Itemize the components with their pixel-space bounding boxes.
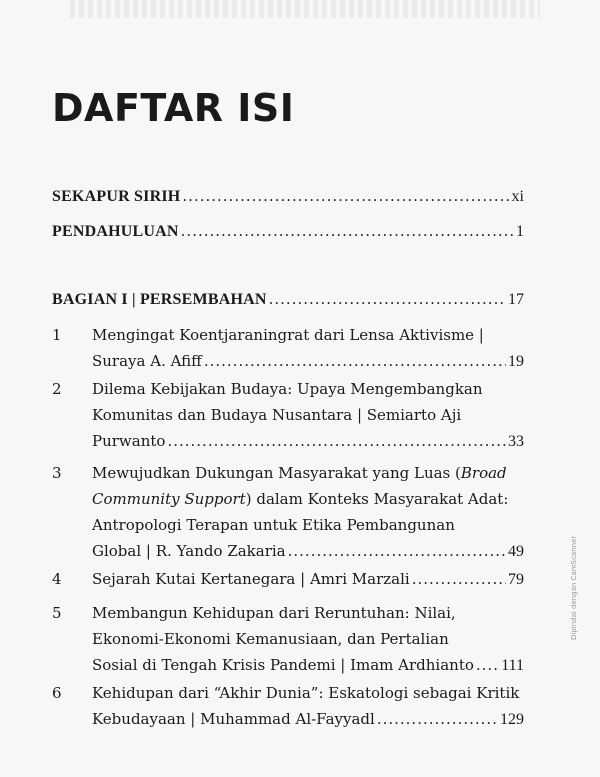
- chapter-number: 1: [52, 326, 62, 344]
- chapter-title-line: Antropologi Terapan untuk Etika Pembangunan: [92, 516, 455, 534]
- chapter-title-line: Suraya A. Afiff: [92, 352, 202, 370]
- entry-page: 1: [516, 223, 524, 240]
- chapter-number: 5: [52, 604, 62, 622]
- title-italic: Broad: [460, 464, 507, 482]
- leader-dots: [288, 538, 506, 564]
- leader-dots: [204, 348, 506, 374]
- toc-entry-sekapur-sirih[interactable]: [52, 183, 524, 210]
- title-italic: Community Support: [92, 490, 246, 508]
- chapter-title-line: Komunitas dan Budaya Nusantara | Semiarto Aji: [92, 406, 462, 424]
- toc-chapter-5[interactable]: [92, 600, 524, 679]
- chapter-page: 79: [508, 571, 524, 588]
- toc-chapter-6[interactable]: [92, 680, 524, 733]
- chapter-number: 3: [52, 464, 62, 482]
- title-text: Mewujudkan Dukungan Masyarakat yang Luas (: [92, 464, 461, 482]
- chapter-title-line: Kehidupan dari “Akhir Dunia”: Eskatologi sebagai Kritik: [92, 684, 520, 702]
- page-title: DAFTAR ISI: [52, 86, 295, 130]
- chapter-title-line: Sosial di Tengah Krisis Pandemi | Imam Ardhianto: [92, 656, 474, 674]
- chapter-title-line: Global | R. Yando Zakaria: [92, 542, 286, 560]
- toc-chapter-3[interactable]: [92, 460, 524, 565]
- leader-dots: [269, 286, 506, 312]
- section-label: BAGIAN I | PERSEMBAHAN: [52, 291, 267, 308]
- entry-label: PENDAHULUAN: [52, 223, 179, 240]
- chapter-title-line: Mengingat Koentjaraningrat dari Lensa Aktivisme |: [92, 326, 484, 344]
- title-text: ) dalam Konteks Masyarakat Adat:: [245, 490, 509, 508]
- chapter-title-line: Membangun Kehidupan dari Reruntuhan: Nilai,: [92, 604, 456, 622]
- toc-section-bagian-1[interactable]: [52, 286, 524, 313]
- leader-dots: [377, 706, 498, 732]
- chapter-number: 4: [52, 570, 62, 588]
- chapter-title-line: Sejarah Kutai Kertanegara | Amri Marzali: [92, 570, 410, 588]
- chapter-page: 129: [500, 711, 524, 728]
- section-page: 17: [508, 291, 524, 308]
- toc-chapter-2[interactable]: [92, 376, 524, 455]
- leader-dots: [181, 218, 514, 244]
- chapter-title-line: Kebudayaan | Muhammad Al-Fayyadl: [92, 710, 375, 728]
- chapter-page: 111: [501, 657, 524, 674]
- entry-label: SEKAPUR SIRIH: [52, 188, 181, 205]
- chapter-title-line: Ekonomi-Ekonomi Kemanusiaan, dan Pertalian: [92, 630, 449, 648]
- chapter-page: 19: [508, 353, 524, 370]
- bleed-through-text: [70, 0, 540, 18]
- chapter-title-line: Dilema Kebijakan Budaya: Upaya Mengembangkan: [92, 380, 483, 398]
- leader-dots: [476, 652, 499, 678]
- chapter-title-line: [92, 460, 524, 486]
- chapter-title-line: Purwanto: [92, 432, 166, 450]
- leader-dots: [182, 183, 509, 209]
- toc-chapter-4[interactable]: [92, 566, 524, 593]
- scanner-watermark: Dipindai dengan CamScanner: [570, 535, 578, 640]
- chapter-page: 33: [508, 433, 524, 450]
- chapter-number: 2: [52, 380, 62, 398]
- entry-page: xi: [511, 188, 524, 205]
- chapter-number: 6: [52, 684, 62, 702]
- chapter-title-line: [92, 486, 524, 512]
- chapter-page: 49: [508, 543, 524, 560]
- toc-chapter-1[interactable]: [92, 322, 524, 375]
- leader-dots: [167, 428, 506, 454]
- leader-dots: [412, 566, 506, 592]
- toc-entry-pendahuluan[interactable]: [52, 218, 524, 245]
